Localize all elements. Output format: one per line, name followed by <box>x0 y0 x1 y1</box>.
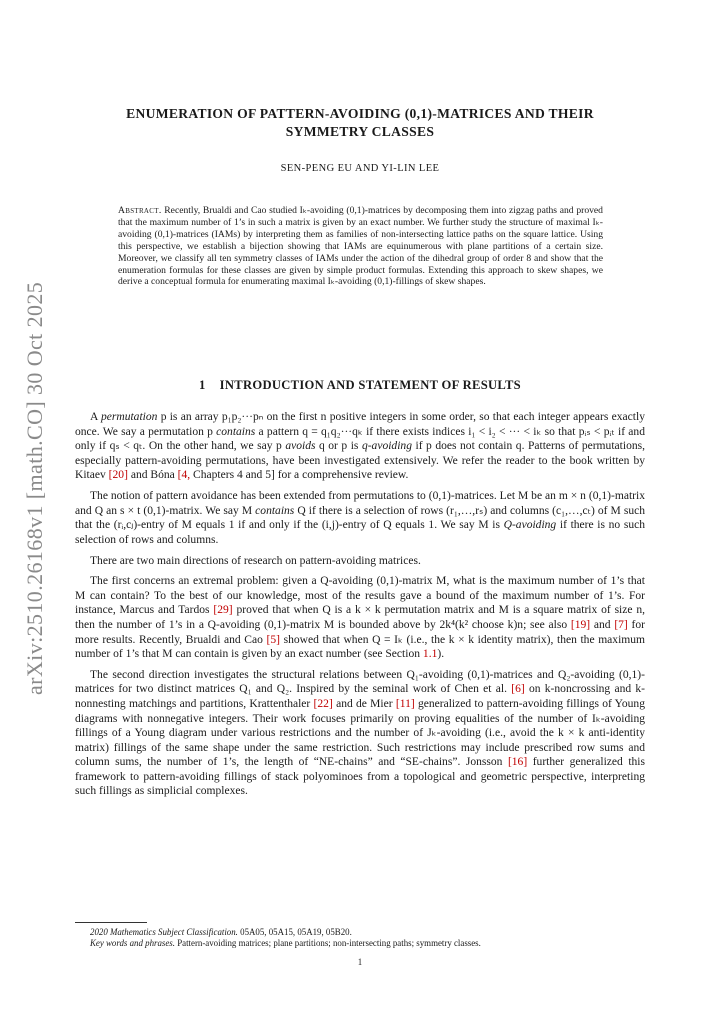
footnote-keywords-label: Key words and phrases. <box>90 938 175 949</box>
text-run: q or p is <box>319 440 359 453</box>
term-q-avoiding: Q-avoiding <box>503 519 557 532</box>
arxiv-stamp-container <box>22 281 52 695</box>
paper-authors: SEN-PENG EU AND YI-LIN LEE <box>280 163 440 174</box>
citation-link[interactable]: [22] <box>313 698 333 711</box>
abstract <box>118 205 603 288</box>
text-run: Chapters 4 and 5] for a comprehensive review. <box>193 469 409 482</box>
footnote-msc-label: 2020 Mathematics Subject Classification. <box>90 927 238 937</box>
paragraph-1 <box>75 410 645 483</box>
text-run: a pattern q = q₁q₂···qₖ if there exists indices i₁ < i₂ < ··· < iₖ so that pᵢₛ < pᵢₜ if and only if qₛ < qₜ. On the other hand, we say p <box>75 425 645 453</box>
footnotes <box>75 927 645 950</box>
citation-link[interactable]: [5] <box>266 633 281 646</box>
text-run: ). <box>437 648 445 661</box>
arxiv-stamp: arXiv:2510.26168v1 [math.CO] 30 Oct 2025 <box>22 281 47 695</box>
paragraph-5 <box>75 668 645 799</box>
term-q-avoiding: q-avoiding <box>361 440 412 453</box>
section-link[interactable]: 1.1 <box>422 648 438 661</box>
abstract-label: Abstract. <box>118 205 162 216</box>
paragraph-3: There are two main directions of research on pattern-avoiding matrices. <box>90 554 421 567</box>
section-number: 1 <box>199 378 206 392</box>
citation-link[interactable]: [6] <box>511 683 525 696</box>
term-contains: contains <box>216 425 256 438</box>
paper-title <box>80 105 640 141</box>
paragraph-4 <box>75 574 645 661</box>
text-run: A <box>90 411 98 423</box>
text-run: showed that when Q = Iₖ (i.e., the k × k identity matrix), then the maximum number of 1’s that M can contain is given by an exact number (see Section <box>75 633 646 661</box>
text-run: on k-noncrossing and k-nonnesting matchings and partitions, Krattenthaler <box>75 683 645 711</box>
text-run: if p does not contain q. Patterns of permutations, especially pattern-avoiding permutations, have been investigated extensively. We refer the reader to the book written by Kitaev <box>75 440 645 482</box>
citation-link[interactable]: [19] <box>570 619 591 631</box>
footnote-divider <box>75 922 147 923</box>
footnote-msc <box>75 927 645 938</box>
paper-title-line-1: ENUMERATION OF PATTERN-AVOIDING (0,1)-MATRICES AND THEIR <box>126 106 594 121</box>
citation-link[interactable]: [4, <box>177 469 191 482</box>
text-run: for more results. Recently, Brualdi and Cao <box>75 619 645 646</box>
text-run: and de Mier <box>336 698 393 711</box>
text-run: proved that when Q is a k × k permutation matrix and M is a square matrix of size n, then the number of 1’s in a Q-avoiding (0,1)-matrix M is bounded above by 2k⁴(k² choose k)n; see also <box>75 604 646 631</box>
citation-link[interactable]: [11] <box>395 698 415 711</box>
body-text <box>75 410 645 805</box>
text-run: The first concerns an extremal problem: given a Q-avoiding (0,1)-matrix M, what is the maximum number of 1’s that M can contain? To the best of our knowledge, most of the results gave a bound of the maximum number of 1’s. For instance, Marcus and Tardos <box>75 575 645 617</box>
text-run: Q if there is a selection of rows (r₁,…,rₛ) and columns (c₁,…,cₜ) of M such that the (rᵢ,cⱼ)-entry of M equals 1 if and only if the (i,j)-entry of Q equals 1. We say M is <box>75 504 646 532</box>
section-title: INTRODUCTION AND STATEMENT OF RESULTS <box>219 378 521 392</box>
footnote-msc-codes: 05A05, 05A15, 05A19, 05B20. <box>240 927 352 937</box>
citation-link[interactable]: [16] <box>507 756 528 769</box>
text-run: if there is no such selection of rows and columns. <box>75 519 646 546</box>
text-run: The notion of pattern avoidance has been extended from permutations to (0,1)-matrices. Let M be an m × n (0,1)-matrix and Q an s × t (0,1)-matrix. We say M <box>75 490 645 517</box>
citation-link[interactable]: [29] <box>213 604 233 617</box>
citation-link[interactable]: [20] <box>108 469 128 482</box>
text-run: p is an array p₁p₂···pₙ on the first n positive integers in some order, so that each integer appears exactly once. We say a permutation p <box>75 411 645 438</box>
footnote-keywords-text: Pattern-avoiding matrices; plane partitions; non-intersecting paths; symmetry classes. <box>177 938 481 949</box>
term-avoids: avoids <box>285 440 316 453</box>
text-run: and <box>593 619 611 631</box>
citation-link[interactable]: [7] <box>614 619 628 631</box>
paragraph-2 <box>75 489 645 547</box>
footnote-keywords <box>75 938 645 949</box>
text-run: The second direction investigates the structural relations between Q₁-avoiding (0,1)-matrices and Q₂-avoiding (0,1)-matrices for two distinct matrices Q₁ and Q₂. Inspired by the seminal work of Chen et al. <box>75 668 645 696</box>
text-run: generalized to pattern-avoiding fillings of Young diagrams with nonnegative integers. Their work focuses primarily on proving equalities of the number of Iₖ-avoiding fillings of a Young diagram under various restrictions and the number of Jₖ-avoiding (i.e., avoid the k × k anti-identity matrix) fillings of the same shape under the same restriction. Such restrictions may include prescribed row sums and column sums, the number of 1’s, the length of “NE-chains” and “SE-chains”. Jonsson <box>75 698 645 769</box>
paper-title-line-2: SYMMETRY CLASSES <box>285 124 435 139</box>
text-run: further generalized this framework to pattern-avoiding fillings of stack polyominoes from a topological and geometric perspective, interpreting such fillings as simplicial complexes. <box>75 756 646 798</box>
text-run: and Bóna <box>130 469 175 482</box>
section-heading <box>80 378 640 393</box>
term-contains: contains <box>255 504 295 517</box>
abstract-text: Recently, Brualdi and Cao studied Iₖ-avoiding (0,1)-matrices by decomposing them into zigzag paths and proved that the maximum number of 1’s in such a matrix is given by an exact number. We further study the structure of maximal Iₖ-avoiding (0,1)-matrices (IAMs) by interpreting them as families of non-intersecting lattice paths on the square lattice. Using this perspective, we establish a bijection showing that IAMs are equinumerous with plane partitions of a certain size. Moreover, we classify all ten symmetry classes of IAMs under the action of the dihedral group of order 8 and show that the enumeration formulas for these classes are given by simple product formulas. Extending this approach to skew shapes, we derive a conceptual formula for enumerating maximal Iₖ-avoiding (0,1)-fillings of skew shapes. <box>118 205 603 288</box>
term-permutation: permutation <box>100 411 158 423</box>
page-number: 1 <box>357 957 363 967</box>
